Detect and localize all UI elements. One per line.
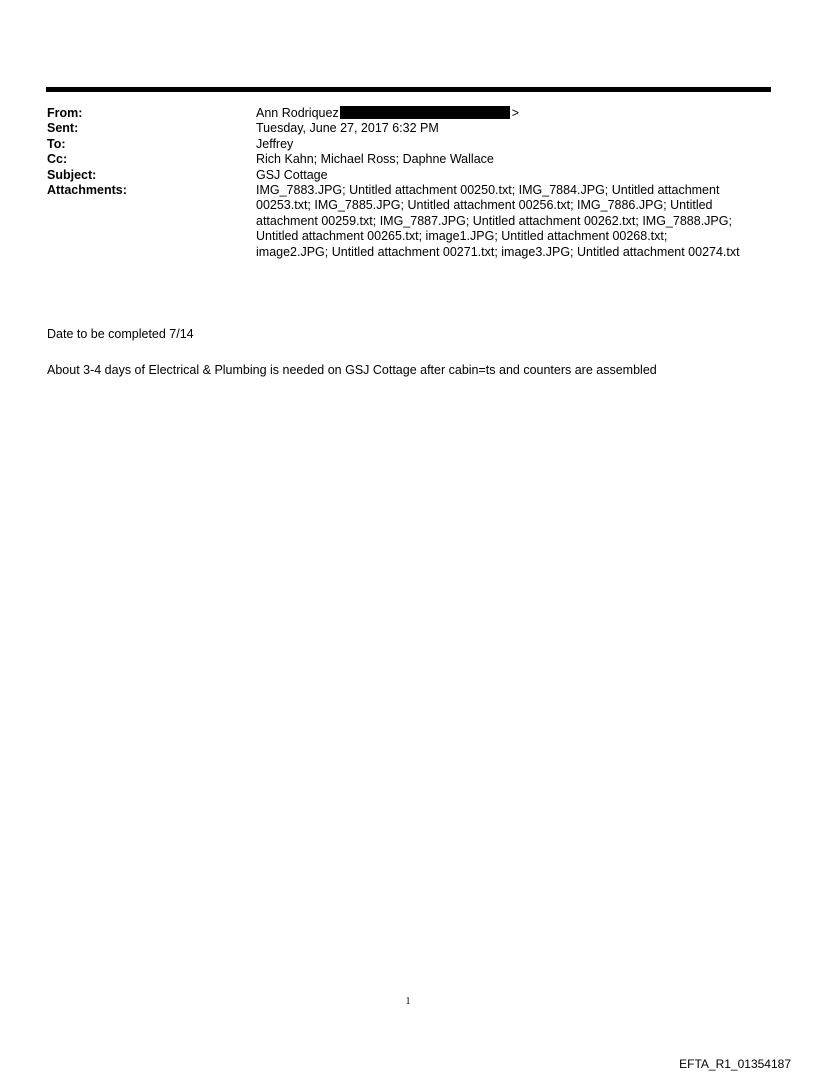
page-number: 1 <box>405 996 411 1007</box>
cc-value: Rich Kahn; Michael Ross; Daphne Wallace <box>256 152 494 167</box>
from-value <box>256 106 772 121</box>
cc-label: Cc: <box>47 152 68 167</box>
from-name: Ann Rodriquez <box>256 106 339 120</box>
attachments-row <box>47 183 772 260</box>
body-line-date: Date to be completed 7/14 <box>47 327 194 341</box>
attachments-line: IMG_7883.JPG; Untitled attachment 00250.txt; IMG_7884.JPG; Untitled attachment <box>256 183 720 198</box>
subject-value: GSJ Cottage <box>256 167 328 182</box>
to-value: Jeffrey <box>256 136 294 151</box>
attachments-line: 00253.txt; IMG_7885.JPG; Untitled attachment 00256.txt; IMG_7886.JPG; Untitled <box>256 198 713 213</box>
body-line-work: About 3-4 days of Electrical & Plumbing is needed on GSJ Cottage after cabin=ts and counters are assembled <box>47 363 657 377</box>
sent-value: Tuesday, June 27, 2017 6:32 PM <box>256 121 439 136</box>
to-row <box>47 137 772 152</box>
attachments-line: image2.JPG; Untitled attachment 00271.txt; image3.JPG; Untitled attachment 00274.txt <box>256 244 740 259</box>
attachments-line: Untitled attachment 00265.txt; image1.JPG; Untitled attachment 00268.txt; <box>256 229 668 244</box>
attachments-value <box>256 183 772 260</box>
subject-row <box>47 168 772 183</box>
sent-label: Sent: <box>47 121 79 136</box>
header-rule <box>46 87 771 92</box>
from-row <box>47 106 772 121</box>
from-suffix: > <box>511 106 520 120</box>
redaction-block <box>340 106 510 119</box>
subject-label: Subject: <box>47 167 97 182</box>
attachments-label: Attachments: <box>47 183 127 198</box>
sent-row <box>47 121 772 136</box>
cc-row <box>47 152 772 167</box>
document-id: EFTA_R1_01354187 <box>679 1057 791 1071</box>
attachments-line: attachment 00259.txt; IMG_7887.JPG; Untitled attachment 00262.txt; IMG_7888.JPG; <box>256 213 732 228</box>
email-header <box>47 106 772 260</box>
to-label: To: <box>47 136 66 151</box>
from-label: From: <box>47 106 83 120</box>
